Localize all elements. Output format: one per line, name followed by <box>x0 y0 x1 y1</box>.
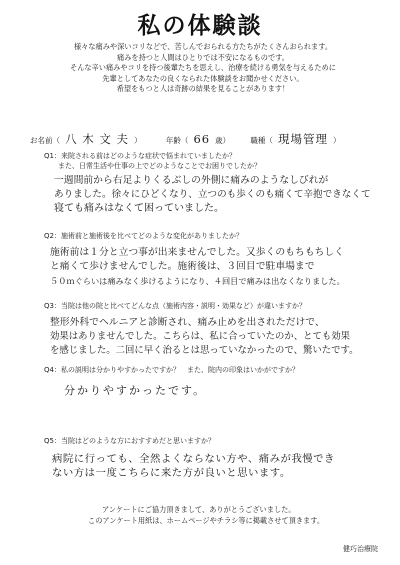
question-text: 当院は他の院と比べてどんな点（施術内容・説明・効果など）が違いますか？ <box>60 302 306 310</box>
answer-line: ５０ｍぐらいは痛みなく歩けるようになり、４回目で痛みは出なくなりました。 <box>50 276 345 286</box>
question-4 <box>44 366 299 376</box>
intro-line: そんな辛い痛みやコリを持つ後輩たちを思えし、治療を続ける勇気を与えるために <box>70 63 336 73</box>
intro-line: 様々な痛みや深いコリなどで、苦しんでおられる方たちがたくさんおられます。 <box>73 42 333 51</box>
footer-line: アンケートにご協力頂きまして、ありがとうございました。 <box>102 505 296 514</box>
answer-5 <box>52 452 335 480</box>
question-text: また、日常生活や仕事の上でどのようなことでお困りでしたか？ <box>58 161 261 170</box>
question-1 <box>44 152 261 171</box>
answer-3 <box>50 316 358 358</box>
age-label: 年齢（ <box>165 136 189 145</box>
answer-line: 病院に行っても、全然よくならない方や、痛みが我慢でき <box>52 453 335 465</box>
name-label: お名前（ <box>30 136 60 145</box>
question-text: 施術前と施術後を比べてどのような変化がありましたか？ <box>60 232 243 240</box>
footer-notes <box>88 505 324 526</box>
question-label: Q4： <box>44 366 61 374</box>
answer-line: ありました。徐々にひどくなり、立つのも歩くのも痛くて辛抱できなくて <box>54 189 371 200</box>
job-close: ） <box>333 136 341 145</box>
name-value: 八 木 文 夫 <box>65 132 130 146</box>
intro-line: 痛みを持つと人間はひとりでは不安になるものです。 <box>117 52 289 62</box>
question-text: 私の説明は分かりやすかったですか？ また、院内の印象はいかがですか？ <box>60 366 299 374</box>
clinic-name: 健巧治療院 <box>343 545 378 553</box>
footer-line: このアンケート用紙は、ホームページやチラシ等に掲載させて頂きます。 <box>88 515 325 525</box>
answer-line: 一週間前から右足よりくるぶしの外側に痛みのようなしびれが <box>54 175 329 186</box>
answer-line: 施術前は１分と立つ事が出来ませんでした。又歩くのもちもちしく <box>50 247 344 258</box>
page-title: 私の体験談 <box>137 13 263 39</box>
answer-line: 効果はありませんでした。こちらは、私に合っていたのか、とても効果 <box>50 331 351 342</box>
question-label: Q2： <box>44 232 61 240</box>
question-text: 当院はどのような方におすすめだと思いますか？ <box>60 437 216 445</box>
name-close: ） <box>134 136 142 145</box>
question-label: Q1： <box>44 152 61 160</box>
answer-line: と痛くて歩けませんでした。施術後は、３回目で駐車場まで <box>50 261 315 272</box>
answer-line: 寝ても痛みはなくて困っていました。 <box>54 203 224 214</box>
answer-line: 整形外科でヘルニアと診断され、痛み止めを出されただけで、 <box>50 317 325 328</box>
question-text: 来院される前はどのような症状で悩まれていましたか？ <box>60 152 236 160</box>
question-3 <box>44 302 306 312</box>
answer-line: 分かりやすかったです。 <box>64 384 207 397</box>
profile-row <box>30 128 341 147</box>
age-unit: 歳） <box>215 136 231 145</box>
question-label: Q5： <box>44 437 61 445</box>
answer-2 <box>50 246 345 288</box>
answer-line: ない方は一度こちらに来た方が良いと思います。 <box>52 467 291 479</box>
question-2 <box>44 232 243 242</box>
answer-line: を感じました。二回に早く治るとは思っていなかったので、驚いたです。 <box>50 345 359 356</box>
intro-paragraph <box>28 42 378 95</box>
answer-4 <box>64 384 206 398</box>
job-value: 現場管理 <box>277 132 328 146</box>
intro-line: 先輩としてあなたの良くなられた体験談をお聞かせください。 <box>102 73 304 83</box>
question-5 <box>44 437 215 447</box>
age-value: 66 <box>193 132 211 146</box>
answer-1 <box>54 174 371 216</box>
question-label: Q3： <box>44 302 61 310</box>
intro-line: 希望をもつと人は奇跡の結果を見ることがあります！ <box>116 84 290 94</box>
job-label: 職種（ <box>250 136 273 145</box>
